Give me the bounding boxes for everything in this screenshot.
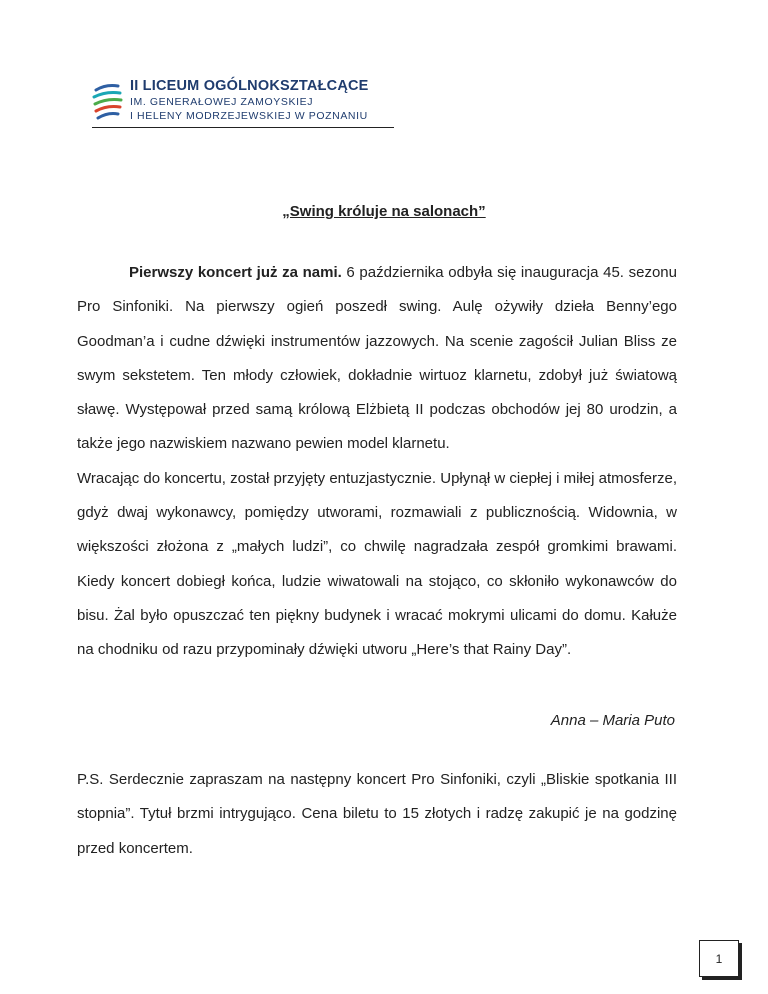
paragraph-2: Wracając do koncertu, został przyjęty entuzjastycznie. Upłynął w ciepłej i miłej atmosferze, gdyż dwaj wykonawcy, pomiędzy utworami, rozmawiali z publicznością. Widownia, w większości złożona z „małych ludzi”, co chwilę nagradzała zespół gromkimi brawami. Kiedy koncert dobiegł końca, ludzie wiwatowali na stojąco, co skłoniło wykonawców do bisu. Żal było opuszczać ten piękny budynek i wracać mokrymi ulicami do domu. Kałuże na chodniku od razu przypominały dźwięki utworu „Here’s that Rainy Day”. [77,469,677,659]
article-title: „Swing króluje na salonach” [282,203,486,220]
paragraph-1-lead: Pierwszy koncert już za nami. [129,264,342,281]
school-header [92,78,397,130]
school-name-line3: I HELENY MODRZEJEWSKIEJ W POZNANIU [130,110,368,122]
page-number: 1 [715,951,723,966]
paragraph-1 [77,256,677,462]
ribbon-stripes-icon [92,82,126,122]
header-divider [92,127,394,128]
postscript: P.S. Serdecznie zapraszam na następny koncert Pro Sinfoniki, czyli „Bliskie spotkania III stopnia”. Tytuł brzmi intrygująco. Cena biletu to 15 złotych i radzę zakupić je na godzinę przed koncertem. [77,771,677,857]
school-name-line2: IM. GENERAŁOWEJ ZAMOYSKIEJ [130,96,314,108]
paragraph-1-text: 6 października odbyła się inauguracja 45. sezonu Pro Sinfoniki. Na pierwszy ogień poszedł swing. Aulę ożywiły dzieła Benny’ego Goodman’a i cudne dźwięki instrumentów jazzowych. Na scenie zagościł Julian Bliss ze swym sekstetem. Ten młody człowiek, dokładnie wirtuoz klarnetu, zdobył już światową sławę. Występował przed samą królową Elżbietą II podczas obchodów jej 80 urodzin, a także jego nazwiskiem nazwano pewien model klarnetu. [77,264,677,453]
school-name [130,78,395,123]
page-number-box [699,940,739,977]
school-name-line1: II LICEUM OGÓLNOKSZTAŁCĄCE [130,78,369,94]
article-body [77,256,677,668]
author-signature: Anna – Maria Puto [550,712,675,729]
